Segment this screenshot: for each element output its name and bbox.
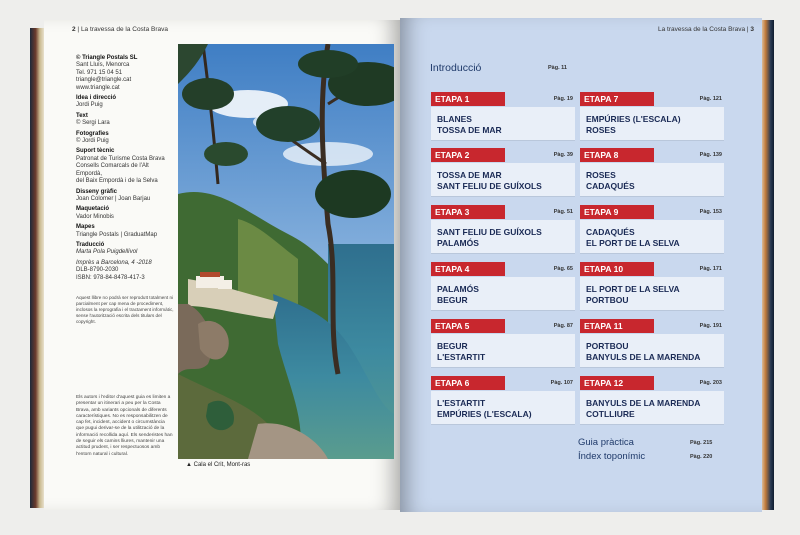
- toc-etapa-11[interactable]: [580, 319, 724, 371]
- credit-line: Patronat de Turisme Costa Brava: [76, 155, 165, 162]
- etapa-from: L'ESTARTIT: [437, 398, 486, 408]
- toc-etapa-2[interactable]: [431, 148, 575, 200]
- publisher-block: [76, 55, 176, 92]
- credit-support: [76, 148, 176, 185]
- etapa-to: BANYULS DE LA MARENDA: [586, 352, 701, 362]
- toc-index-label: Índex toponímic: [578, 451, 646, 462]
- print-line: DLB-8790-2030: [76, 267, 119, 274]
- etapa-route-box: [580, 107, 724, 140]
- toc-intro-label: Introducció: [430, 62, 482, 74]
- credit-translation: [76, 242, 176, 257]
- etapa-route-box: [580, 220, 724, 253]
- credit-text: [76, 113, 176, 128]
- etapa-page: Pàg. 191: [699, 323, 722, 329]
- etapa-to: CADAQUÉS: [586, 181, 635, 191]
- credit-heading: Fotografies: [76, 130, 109, 137]
- etapa-to: EMPÚRIES (L'ESCALA): [437, 409, 532, 419]
- etapa-page: Pàg. 171: [699, 266, 722, 272]
- etapa-route-box: [580, 277, 724, 310]
- etapa-to: BEGUR: [437, 295, 468, 305]
- toc-intro[interactable]: [430, 62, 750, 78]
- credit-line: Jordi Puig: [76, 102, 103, 109]
- etapa-route-box: [431, 107, 575, 140]
- copyright-note: Aquest llibre no podrà ser reproduït totalment ni parcialment per cap mena de procediment, inclosos la reprografia i el tractament informàtic, sense l'autorització escrita dels titulars del copyright.: [76, 295, 174, 324]
- running-head-left: 2 | La travessa de la Costa Brava: [72, 26, 169, 33]
- toc-etapa-4[interactable]: [431, 262, 575, 314]
- page-number-right: 3: [750, 26, 754, 33]
- toc-etapa-1[interactable]: [431, 92, 575, 144]
- etapa-from: EL PORT DE LA SELVA: [586, 284, 680, 294]
- etapa-page: Pàg. 87: [553, 323, 573, 329]
- etapa-tag: ETAPA 10: [580, 262, 654, 276]
- etapa-to: COTLLIURE: [586, 409, 635, 419]
- etapa-to: SANT FELIU DE GUÍXOLS: [437, 181, 542, 191]
- credit-line: del Baix Empordà i de la Selva: [76, 178, 158, 185]
- etapa-from: BANYULS DE LA MARENDA: [586, 398, 701, 408]
- credit-maps: [76, 224, 176, 239]
- credit-heading: Mapes: [76, 224, 95, 231]
- etapa-page: Pàg. 139: [699, 152, 722, 158]
- credit-line: © Jordi Puig: [76, 138, 109, 145]
- toc-etapa-7[interactable]: [580, 92, 724, 144]
- etapa-to: PORTBOU: [586, 295, 629, 305]
- running-title-right: La travessa de la Costa Brava: [657, 26, 746, 33]
- etapa-from: PORTBOU: [586, 341, 629, 351]
- etapa-from: EMPÚRIES (L'ESCALA): [586, 114, 681, 124]
- page-number-left: 2: [72, 26, 76, 33]
- credit-line: © Sergi Lara: [76, 120, 110, 127]
- etapa-tag: ETAPA 1: [431, 92, 505, 106]
- etapa-tag: ETAPA 6: [431, 376, 505, 390]
- publisher-line: triangle@triangle.cat: [76, 77, 132, 84]
- etapa-tag: ETAPA 4: [431, 262, 505, 276]
- print-line: Imprès a Barcelona, 4 -2018: [76, 259, 152, 266]
- etapa-to: ROSES: [586, 125, 616, 135]
- running-head-right: La travessa de la Costa Brava | 3: [657, 26, 754, 33]
- toc-etapa-6[interactable]: [431, 376, 575, 428]
- etapa-tag: ETAPA 8: [580, 148, 654, 162]
- book-edge-left: [30, 28, 44, 508]
- toc-etapa-12[interactable]: [580, 376, 724, 428]
- publisher-line: www.triangle.cat: [76, 84, 120, 91]
- etapa-from: PALAMÓS: [437, 284, 479, 294]
- etapa-to: L'ESTARTIT: [437, 352, 486, 362]
- etapa-tag: ETAPA 3: [431, 205, 505, 219]
- etapa-route-box: [431, 220, 575, 253]
- etapa-tag: ETAPA 5: [431, 319, 505, 333]
- etapa-tag: ETAPA 7: [580, 92, 654, 106]
- etapa-to: TOSSA DE MAR: [437, 125, 502, 135]
- etapa-route-box: [431, 163, 575, 196]
- etapa-page: Pàg. 107: [550, 380, 573, 386]
- book-edge-right: [760, 20, 774, 510]
- toc-guide-label: Guia pràctica: [578, 437, 634, 448]
- credit-layout: [76, 206, 176, 221]
- etapa-page: Pàg. 153: [699, 209, 722, 215]
- credit-photos: [76, 131, 176, 146]
- credit-design: [76, 189, 176, 204]
- running-title-left: La travessa de la Costa Brava: [80, 26, 169, 33]
- etapa-route-box: [431, 391, 575, 424]
- etapa-page: Pàg. 51: [553, 209, 573, 215]
- etapa-tag: ETAPA 11: [580, 319, 654, 333]
- credit-heading: Suport tècnic: [76, 148, 115, 155]
- etapa-from: ROSES: [586, 170, 616, 180]
- etapa-from: BEGUR: [437, 341, 468, 351]
- credit-line: Vador Minobis: [76, 213, 114, 220]
- print-line: ISBN: 978-84-8478-417-3: [76, 274, 145, 281]
- credit-heading: Text: [76, 112, 88, 119]
- toc-etapa-3[interactable]: [431, 205, 575, 257]
- etapa-route-box: [431, 334, 575, 367]
- publisher-line: Sant Lluís, Menorca: [76, 62, 130, 69]
- publisher-line: Tel. 971 15 04 51: [76, 69, 123, 76]
- etapa-route-box: [580, 334, 724, 367]
- etapa-route-box: [431, 277, 575, 310]
- etapa-from: CADAQUÉS: [586, 227, 635, 237]
- etapa-to: EL PORT DE LA SELVA: [586, 238, 680, 248]
- photo-caption: ▲ Cala el Crit, Mont-ras: [186, 462, 251, 468]
- toc-etapa-8[interactable]: [580, 148, 724, 200]
- etapa-from: BLANES: [437, 114, 472, 124]
- toc-index[interactable]: [578, 451, 718, 467]
- etapa-page: Pàg. 65: [553, 266, 573, 272]
- etapa-tag: ETAPA 9: [580, 205, 654, 219]
- toc-guide-page: Pàg. 215: [690, 440, 713, 446]
- credit-heading: Idea i direcció: [76, 95, 117, 102]
- etapa-page: Pàg. 19: [553, 96, 573, 102]
- credit-line: Consells Comarcals de l'Alt Empordà,: [76, 163, 149, 177]
- etapa-page: Pàg. 121: [699, 96, 722, 102]
- etapa-tag: ETAPA 2: [431, 148, 505, 162]
- etapa-from: TOSSA DE MAR: [437, 170, 502, 180]
- credit-line: Marta Pola Puigdellívol: [76, 249, 138, 256]
- toc-etapa-9[interactable]: [580, 205, 724, 257]
- etapa-page: Pàg. 203: [699, 380, 722, 386]
- etapa-from: SANT FELIU DE GUÍXOLS: [437, 227, 542, 237]
- credit-heading: Disseny gràfic: [76, 188, 118, 195]
- etapa-page: Pàg. 39: [553, 152, 573, 158]
- print-info: [76, 260, 176, 282]
- etapa-to: PALAMÓS: [437, 238, 479, 248]
- toc-etapa-5[interactable]: [431, 319, 575, 371]
- credit-heading: Maquetació: [76, 206, 110, 213]
- credit-line: Triangle Postals | GraduatMap: [76, 231, 158, 238]
- credit-line: Joan Colomer | Joan Barjau: [76, 195, 151, 202]
- etapa-tag: ETAPA 12: [580, 376, 654, 390]
- toc-etapa-10[interactable]: [580, 262, 724, 314]
- etapa-route-box: [580, 391, 724, 424]
- toc-intro-page: Pàg. 11: [548, 65, 567, 71]
- credit-heading: Traducció: [76, 241, 105, 248]
- credits-block: [76, 55, 176, 285]
- etapa-route-box: [580, 163, 724, 196]
- toc-index-page: Pàg. 220: [690, 454, 713, 460]
- credit-idea: [76, 95, 176, 110]
- disclaimer-text: Els autors i l'editor d'aquest guia es limiten a presentar un itinerari a peu per la Costa Brava, amb variants opcionals de diferents característiques. No es responsabilitzen de cap fet, incident, accident o circumstància que pugui derivar-se de la utilització de la informació recollida aquí. Els senderistes han de seguir els camins lliures, mantenir una actitud prudent, i ser respectuosos amb l'entorn natural i cultural.: [76, 395, 173, 457]
- publisher-name: © Triangle Postals SL: [76, 55, 138, 61]
- coastal-cove-photo: [178, 44, 394, 459]
